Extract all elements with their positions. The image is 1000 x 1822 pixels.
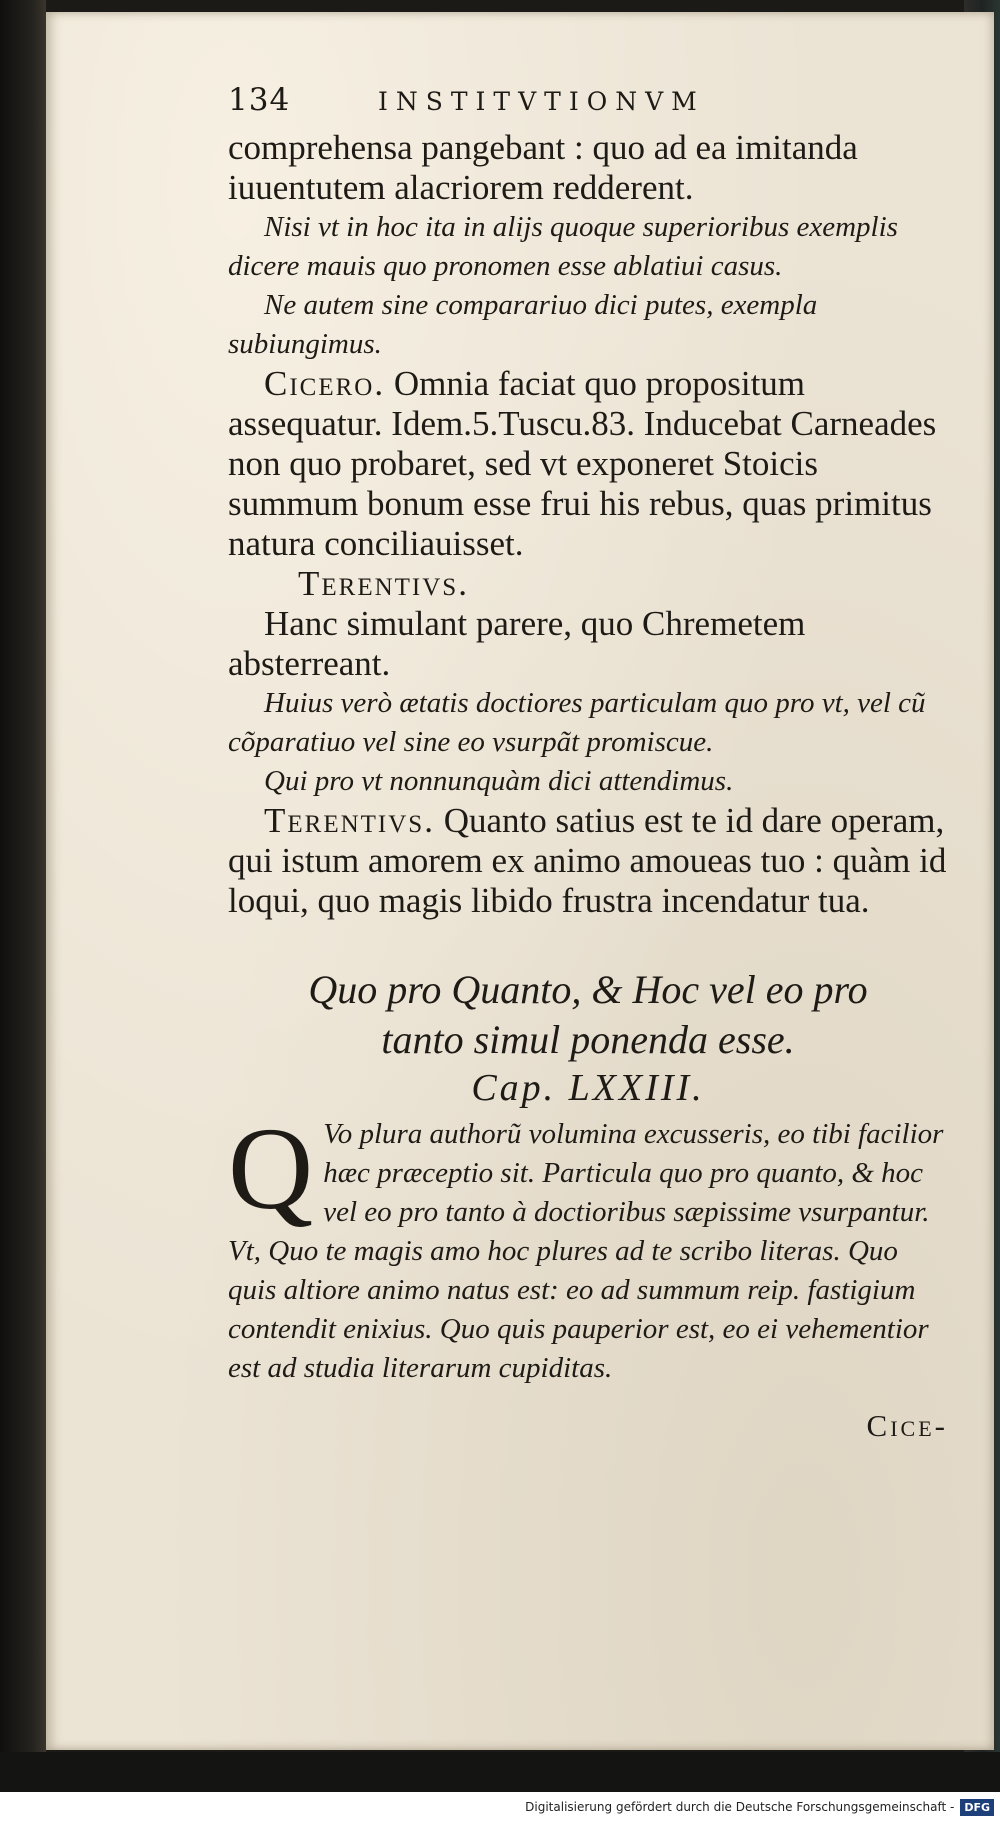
section-heading-line-1: Quo pro Quanto, & Hoc vel eo pro bbox=[308, 967, 868, 1012]
paragraph-6: Hanc simulant parere, quo Chremetem absterreant. bbox=[228, 604, 806, 683]
page-text-block bbox=[228, 82, 948, 1444]
author-name: Terentivs. bbox=[264, 801, 435, 840]
author-name: Cicero. bbox=[264, 364, 386, 403]
book-page bbox=[46, 12, 994, 1750]
chapter-paragraph bbox=[228, 1103, 948, 1388]
chapter-paragraph-text: Vo plura authorũ volumina excusseris, eo tibi facilior hæc præceptio sit. Particula quo pro quanto, & hoc vel eo pro tanto à doctioribus sæpissime vsurpantur. Vt, Quo te magis amo hoc plures ad te scribo literas. Quo quis altiore animo natus est: eo ad summum reip. fastigium contendit enixius. Quo quis pauperior est, eo ei vehementior est ad studia literarum cupiditas. bbox=[228, 1118, 944, 1384]
section-heading-line-2: tanto simul ponenda esse. bbox=[381, 1017, 795, 1062]
author-heading: Terentivs. bbox=[298, 564, 469, 603]
scan-bottom-edge bbox=[0, 1752, 1000, 1792]
digitization-footer bbox=[0, 1792, 1000, 1822]
catchword: Cice- bbox=[866, 1408, 948, 1443]
paragraph-7: Huius verò ætatis doctiores particulam quo pro vt, vel cũ cõparatiuo vel sine eo vsurpãt promiscue. bbox=[228, 687, 926, 758]
drop-cap-letter: Q bbox=[228, 1103, 314, 1234]
dfg-logo: DFG bbox=[960, 1799, 994, 1816]
running-title: INSTITVTIONVM bbox=[378, 87, 705, 116]
paragraph-1: comprehensa pangebant : quo ad ea imitanda iuuentutem alacriorem redderent. bbox=[228, 128, 858, 207]
section-spacer bbox=[228, 921, 948, 965]
page-number: 134 bbox=[228, 82, 291, 118]
paragraph-3: Ne autem sine comparariuo dici putes, exempla subiungimus. bbox=[228, 289, 818, 360]
paragraph-2: Nisi vt in hoc ita in alijs quoque superioribus exemplis dicere mauis quo pronomen esse ablatiui casus. bbox=[228, 211, 898, 282]
paragraph-9-text: Quanto satius est te id dare operam, qui istum amorem ex animo amoueas tuo : quàm id loqui, quo magis libido frustra incendatur tua. bbox=[228, 801, 947, 920]
running-head bbox=[228, 82, 948, 128]
scan-left-edge bbox=[0, 0, 46, 1822]
paragraph-9 bbox=[228, 801, 948, 921]
footer-credit: Digitalisierung gefördert durch die Deutsche Forschungsgemeinschaft - bbox=[525, 1800, 955, 1814]
paragraph-8: Qui pro vt nonnunquàm dici attendimus. bbox=[264, 765, 734, 797]
chapter-label: Cap. LXXIII. bbox=[471, 1067, 705, 1109]
paragraph-4-text: Omnia faciat quo propositum assequatur. Idem.5.Tuscu.83. Inducebat Carneades non quo probaret, sed vt exponeret Stoicis summum bonum esse frui his rebus, quas primitus natura conciliauisset. bbox=[228, 364, 937, 563]
paragraph-4 bbox=[228, 364, 948, 564]
